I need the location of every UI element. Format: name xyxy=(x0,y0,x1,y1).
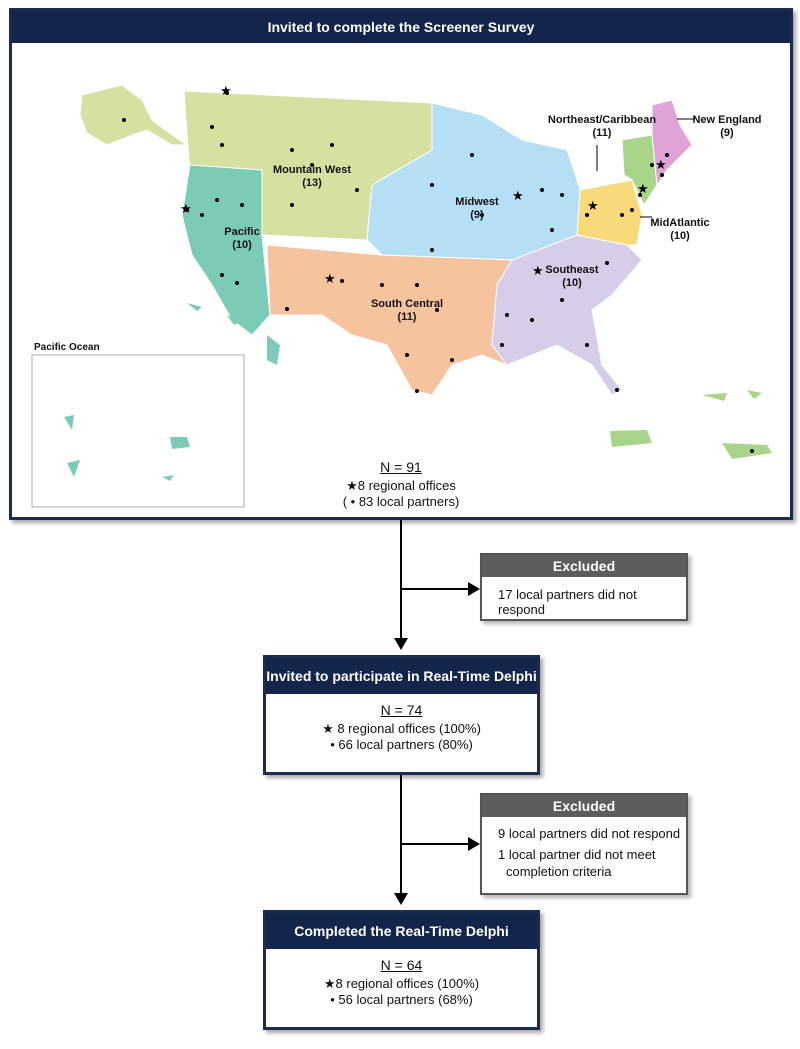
excluded-1-header: Excluded xyxy=(482,555,686,577)
delphi-complete-n: N = 64 xyxy=(380,957,423,973)
delphi-invite-header: Invited to participate in Real-Time Delphi xyxy=(266,658,537,694)
screener-local-row: ( • 83 local partners) xyxy=(342,494,460,509)
real-time-delphi-complete-box xyxy=(263,910,540,1030)
arrow-right-icon xyxy=(468,582,480,596)
excluded-box-2 xyxy=(480,793,688,895)
excluded-2-line2b: completion criteria xyxy=(506,864,612,879)
connector-1 xyxy=(400,520,402,642)
svg-text:★: ★ xyxy=(655,158,667,173)
label-midatlantic: MidAtlantic (10) xyxy=(650,217,710,242)
caribbean-small-shape xyxy=(702,390,762,401)
excluded-2-header: Excluded xyxy=(482,795,686,817)
alaska-shape xyxy=(80,85,187,145)
excluded-2-line2a: 1 local partner did not meet xyxy=(498,847,656,862)
star-icon: ★ xyxy=(322,721,334,736)
delphi-invite-local: 66 local partners (80%) xyxy=(338,737,473,752)
puerto-rico-shape xyxy=(610,430,652,447)
screener-survey-box xyxy=(9,8,793,520)
arrow-down-icon xyxy=(394,893,408,905)
arrow-right-icon xyxy=(468,837,480,851)
us-regions-map xyxy=(12,45,790,519)
label-south-central: South Central (11) xyxy=(370,298,444,323)
star-icon: ★ xyxy=(323,976,336,991)
region-southeast xyxy=(492,235,642,395)
label-pacific: Pacific (10) xyxy=(224,226,260,251)
svg-text:★: ★ xyxy=(532,264,544,279)
label-northeast: Northeast/Caribbean (11) xyxy=(547,114,657,139)
delphi-invite-local-row xyxy=(266,737,537,753)
dot-icon: • xyxy=(350,494,356,509)
pacific-ocean-label: Pacific Ocean xyxy=(34,342,100,353)
screener-regional-row xyxy=(12,478,790,494)
label-mountain-west: Mountain West (13) xyxy=(272,164,352,189)
branch-2 xyxy=(401,843,471,845)
delphi-complete-regional: 8 regional offices (100%) xyxy=(335,976,480,991)
svg-text:★: ★ xyxy=(180,202,192,217)
svg-text:★: ★ xyxy=(587,199,599,214)
delphi-complete-counts xyxy=(266,949,537,1008)
screener-n: N = 91 xyxy=(380,459,422,475)
arrow-down-icon xyxy=(394,638,408,650)
svg-text:★: ★ xyxy=(220,84,232,99)
delphi-complete-local: 56 local partners (68%) xyxy=(338,992,473,1007)
excluded-2-line1: 9 local partners did not respond xyxy=(498,826,681,841)
delphi-complete-header: Completed the Real-Time Delphi xyxy=(266,913,537,949)
label-new-england: New England (9) xyxy=(692,114,762,139)
real-time-delphi-invite-box xyxy=(263,655,540,775)
delphi-complete-local-row xyxy=(266,992,537,1008)
excluded-1-line1: 17 local partners did not respond xyxy=(498,587,637,617)
delphi-invite-counts xyxy=(266,694,537,753)
screener-local: 83 local partners xyxy=(358,494,455,509)
dot-icon: • xyxy=(330,737,335,752)
connector-2 xyxy=(400,775,402,897)
label-midwest: Midwest (9) xyxy=(455,196,499,221)
virgin-islands-shape xyxy=(722,443,772,459)
dot-icon: • xyxy=(330,992,335,1007)
label-southeast: Southeast (10) xyxy=(545,264,599,289)
excluded-2-body xyxy=(482,817,686,880)
screener-survey-header: Invited to complete the Screener Survey xyxy=(12,11,790,43)
branch-1 xyxy=(401,588,471,590)
screener-counts xyxy=(12,459,790,510)
delphi-invite-regional: 8 regional offices (100%) xyxy=(337,721,481,736)
excluded-box-1 xyxy=(480,553,688,621)
delphi-invite-n: N = 74 xyxy=(380,702,423,718)
delphi-invite-regional-row xyxy=(266,721,537,737)
star-icon: ★ xyxy=(346,478,358,493)
svg-text:★: ★ xyxy=(637,182,649,197)
delphi-complete-regional-row xyxy=(266,976,537,992)
region-south-central xyxy=(267,245,512,395)
svg-text:★: ★ xyxy=(512,189,524,204)
svg-text:★: ★ xyxy=(324,272,336,287)
screener-regional: 8 regional offices xyxy=(357,478,456,493)
